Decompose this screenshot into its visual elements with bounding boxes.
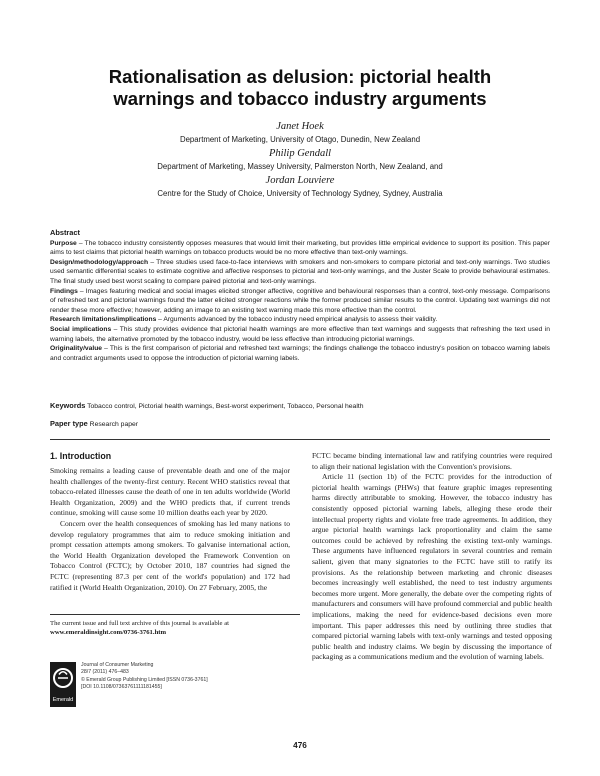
abstract-text: – The tobacco industry consistently opposes measures that would limit their marketing, but provides little empirical evidence to support its position. This paper aims to test claims that pictorial health warnings on tobacco products would be no more effective than text-only warnings.	[50, 239, 550, 257]
abstract-label: Social implications	[50, 325, 112, 333]
keywords-label: Keywords	[50, 401, 86, 410]
paper-type-label: Paper type	[50, 419, 88, 428]
paper-title	[40, 66, 560, 110]
keywords-text: Tobacco control, Pictorial health warnings, Best-worst experiment, Tobacco, Personal health	[85, 403, 364, 410]
journal-info	[81, 662, 291, 691]
left-column	[50, 450, 290, 593]
journal-volume: 28/7 (2011) 476–483	[81, 669, 129, 676]
abstract-text: – Images featuring medical and social images elicited stronger affective, cognitive and behavioural responses than a control, text-only message. Comparisons of refreshed text and pictorial warnings found the latter elicited stronger reactions while the former produced similar results to the control. Updating text warnings did not render these more effective; however, adding an image to an existing text warning made this more effective than the control.	[50, 287, 550, 314]
right-column	[312, 451, 552, 663]
page-number: 476	[293, 741, 307, 750]
abstract-label: Research limitations/implications	[50, 316, 157, 324]
abstract-label: Originality/value	[50, 345, 103, 353]
body-paragraph: Concern over the health consequences of smoking has led many nations to develop regulatory programmes that aim to reduce smoking initiation and prompt cessation attempts among smokers. To galvanise international action, the World Health Organization developed the Framework Convention on Tobacco Control (FCTC); by October 2010, 187 countries had signed the FCTC (representing 87.3 per cent of the world's population) and 172 had ratified it (World Health Organization, 2010). On 27 February, 2005, the	[50, 518, 290, 592]
footnote	[50, 619, 300, 638]
paper-type	[50, 419, 550, 430]
author-affiliation: Department of Marketing, Massey University, Palmerston North, New Zealand, and	[157, 162, 443, 171]
abstract-findings	[50, 287, 550, 316]
title-line-2: warnings and tobacco industry arguments	[113, 88, 487, 109]
body-paragraph: Article 11 (section 1b) of the FCTC provides for the introduction of pictorial health warnings (PHWs) that feature graphic images representing harms directly attributable to smoking. However, the tobacco industry has consistently opposed pictorial warning labels, alleging these erode their intellectual property rights and violate free trade agreements. In addition, they argue pictorial health warnings lack proportionality and claim the same outcomes could be achieved by refreshing the existing text-only warnings. These arguments have influenced regulators in several countries and remain salient, given that many signatories to the FCTC have still to ratify its provisions. As the relationship between marketing and chronic diseases becomes increasingly well established, the need to test industry arguments becomes more urgent. More generally, the debate over the competing rights of manufacturers and consumers will have profound commercial and public health implications, making the need for evidence-based decisions even more important. This paper addresses this need by outlining three studies that compared pictorial warning labels with text-only warnings and tested opposing public health and industry claims. We begin by discussing the importance of packaging as a communications medium and the evolution of warning labels.	[312, 472, 552, 662]
abstract-label: Design/methodology/approach	[50, 258, 149, 266]
body-paragraph: FCTC became binding international law and ratifying countries were required to align their national legislation with the Convention's provisions.	[312, 451, 552, 471]
section-heading: 1. Introduction	[50, 451, 112, 461]
abstract-heading: Abstract	[50, 228, 80, 237]
body-paragraph: Smoking remains a leading cause of preventable death and one of the major health challenges of the twenty-first century. Recent WHO statistics reveal that tobacco-related illnesses cause the death of one in ten adults worldwide (World Health Organization, 2009) and the WHO predicts that, if current trends continue, smoking will cause some 10 million deaths each year by 2020.	[50, 466, 290, 518]
journal-info-block	[50, 662, 290, 707]
abstract-design	[50, 258, 550, 287]
footnote-divider	[50, 614, 300, 615]
abstract-social	[50, 325, 550, 344]
abstract-label: Purpose	[50, 239, 77, 247]
abstract-text: – Three studies used face-to-face interviews with smokers and non-smokers to compare pictorial and text-only warnings. Two studies used semantic differential scales to estimate cognitive and affective responses to pictorial and text-only warnings, and the Juster Scale to provide behavioural estimates. The final study used best worst scaling to compare paired pictorial and text-only warnings.	[50, 258, 550, 285]
journal-name: Journal of Consumer Marketing	[81, 662, 154, 668]
abstract-text: – This study provides evidence that pictorial health warnings are more effective than text warnings and suggests that refreshing the text used in warning labels, the alternative promoted by the tobacco industry, would be less effective than introducing pictorial warnings.	[50, 325, 551, 343]
abstract-purpose	[50, 239, 550, 258]
abstract-originality	[50, 344, 550, 363]
paper-type-text: Research paper	[87, 421, 139, 428]
title-line-1: Rationalisation as delusion: pictorial health	[108, 66, 492, 87]
emerald-logo-text: Emerald	[52, 697, 74, 703]
emerald-logo	[50, 662, 76, 707]
abstract-text: – This is the first comparison of pictorial and refreshed text warnings; the findings challenge the tobacco industry's position on tobacco warning labels and contradict arguments used to oppose the introduction of pictorial warning labels.	[50, 345, 550, 362]
section-divider	[50, 439, 550, 440]
footnote-text: The current issue and full text archive of this journal is available at	[50, 620, 230, 627]
author-affiliation: Department of Marketing, University of Otago, Dunedin, New Zealand	[179, 135, 421, 144]
journal-doi: [DOI 10.1108/07363761111181455]	[81, 683, 162, 690]
author-name: Philip Gendall	[268, 148, 332, 159]
abstract-limitations	[50, 315, 550, 325]
journal-publisher: © Emerald Group Publishing Limited [ISSN 0736-3761]	[81, 676, 208, 683]
author-name: Janet Hoek	[276, 121, 324, 132]
keywords	[50, 401, 550, 412]
author-name: Jordan Louviere	[265, 175, 335, 186]
journal-url-link[interactable]: www.emeraldinsight.com/0736-3761.htm	[50, 629, 167, 637]
author-affiliation: Centre for the Study of Choice, University of Technology Sydney, Sydney, Australia	[157, 189, 443, 198]
abstract-text: – Arguments advanced by the tobacco industry need empirical analysis to assess their validity.	[156, 316, 438, 324]
abstract	[50, 228, 550, 363]
abstract-label: Findings	[50, 287, 78, 295]
author-block	[30, 120, 570, 201]
